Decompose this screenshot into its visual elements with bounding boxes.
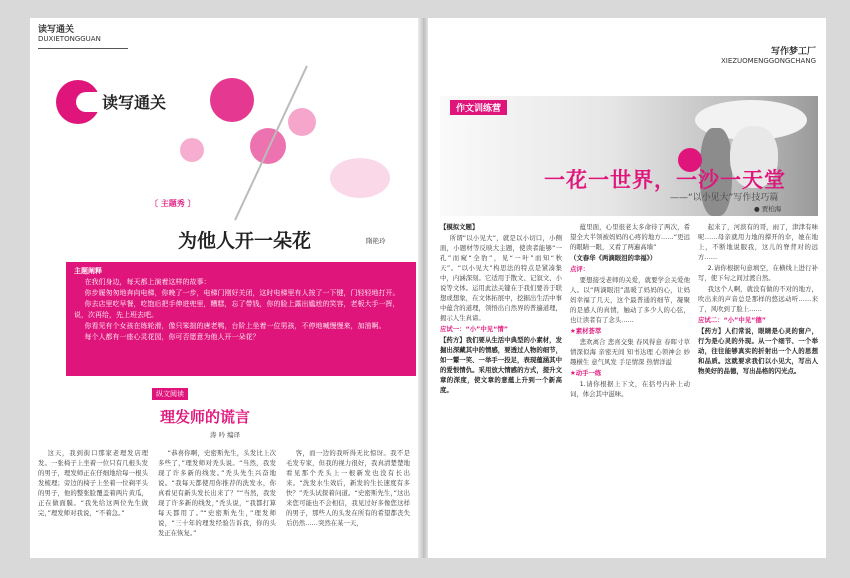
section-tag-text: 主题秀 (160, 199, 185, 208)
right-header-pinyin: XIEZUOMENGGONGCHANG (720, 57, 816, 65)
reading-subtag: 纵文阅读 (152, 388, 188, 400)
theme-line: 你看见有个女孩在练轮滑，像只笨拙的唐老鸭，台阶上坐着一位男孩，不停地喊慢慢来，加油啊。 (84, 322, 386, 330)
theme-line: 你步履匆匆地奔向电梯，你晚了一步，电梯门刚好关闭，这时电梯里有人按了一下键，门轻轻地打开。 (84, 289, 400, 297)
column-block: 【药方】我们要从生活中典型的小素材，发掘出深藏其中的情感，要透过人物的细节，如一颦一笑、一举手一投足，表现蕴涵其中的爱恨情仇。采用放大情感的方式，提升文章的深度，使文章的意蕴上升到一个新高度。 (440, 336, 562, 394)
story-column (286, 448, 410, 556)
theme-line: 你去店里吃早餐，吃饱后把手伸进兜里，糟糕，忘了带钱，你的脸上露出尴尬的笑容，老板大手一挥，说，次再给，先上班去吧。 (74, 300, 400, 319)
left-header-tab (38, 26, 101, 44)
essay-title: 为他人开一朵花 (178, 230, 312, 252)
banner-author: ● 贾柏海 (754, 205, 782, 213)
header-rule (38, 48, 128, 49)
column-block: 蕴里面，心里很老太多命待了两次，希望全大半领被妈妈的心疼的地方……“更远的眼睛一眼，又看了两遍高墙” (570, 223, 690, 251)
left-header-cn: 读写通关 (38, 25, 75, 35)
right-page (428, 18, 826, 558)
column-block: 【药方】人们常说，眼睛是心灵的窗户，行为是心灵的外现。从一个细节、一个举动，往往能够真实的折射出一个人的思想和品质。这就要求我们以小见大，写出人物美好的品德，写出品格的闪光点。 (698, 327, 818, 375)
section-tag: 〔 主题秀 〕 (150, 199, 196, 208)
column-block: 【模拟文题】 (440, 223, 479, 231)
left-header-pinyin: DUXIETONGGUAN (38, 35, 101, 43)
column-block: （文春华《两滴眼泪的幸福》） (570, 254, 657, 262)
article-column-1 (440, 222, 562, 556)
section-title: 读写通关 (102, 93, 167, 112)
banner-subtitle: ——“以小见大”写作技巧篇 (670, 193, 779, 203)
flower-decoration (288, 108, 316, 136)
column-block: 起来了，河滨有的哥，雨了，津津有味呢……母亲就用力地的撑开的伞，她在地上，不断地说服我，这儿的脊背对的远方…… (698, 223, 818, 261)
section-logo-icon (56, 80, 100, 124)
theme-box (66, 262, 416, 376)
theme-box-heading: 主题阐释 (74, 267, 102, 275)
column-block: 要想接受老师的关爱，就要学会关爱他人。以“两滴眼泪”温暖了妈妈的心，让妈妈幸福了几天，这个最普通的细节，凝聚的是感人的真情，触动了多少人的心弦，也让读者有了念头…… (570, 276, 690, 324)
column-block: ★素材荟萃 (570, 327, 602, 335)
column-block: 我这个人啊，就没有做的不对的地方，吹出来的声音总是那样的悠远动听……来了，风吹到了脸上…… (698, 285, 818, 313)
story-column (158, 448, 276, 556)
essay-author: 隋艳玲 (366, 237, 386, 245)
story-byline: 涛 吟 编译 (210, 431, 241, 439)
banner-title: 一花一世界，一沙一天堂 (544, 167, 786, 192)
column-block: ★动手一练 (570, 369, 602, 377)
column-block: 点评： (570, 265, 590, 273)
right-header-cn: 写作梦工厂 (770, 47, 816, 57)
story-paragraph: 这天，我到街口那家老理发店理发。一张椅子上坐着一位只有几根头发的男子，理发师正在仔细地给每一根头发梳理；旁边的椅子上坐着一位剃平头的男子，他的整张脸覆盖着两片黄瓜，正在做面膜。“我先给这两位先生做完，”理发师对我说，“不着急。” (38, 449, 148, 517)
banner-author-name: 贾柏海 (761, 205, 782, 213)
story-paragraph: 客，而一边的我听得无比惊讶。我不是毛发专家，但我的视力很好，我真清楚楚地看见那个秃头上一根新发也没有长出来。“洗发水生效后，新发的生长速度有多快？”秃头试探着问道。“史密斯先生，”这出来您可能也不会相信，我见过好多像您这样的男子，那些人的头发在所有的希望都丧失后仍然……突然在某一天， (286, 449, 410, 527)
column-block: 所谓“以小见大”，就是以小切口，小侧面，小题材等反映大主题，使读者能够“一孔”而窥“全豹”，见“一叶”而知“秋天”。“以小见大”构思法的特点是紧凑集中，内涵深刻。它适用于散文、记叙文、小说等文体。运用此法关键在于我们要善于联想或想象，在文体拓展中，挖掘出生活中事中蕴含的道理，领悟出自然界的普遍道理，揭示人生真谛。 (440, 234, 562, 322)
column-block: 应试二：“小”中见“德” (698, 316, 766, 324)
column-block: 悲欢离合 悲喜交集 春风得意 春晖寸草 情深似海 亲密无间 知书达理 心领神会 妙趣横生 意气风发 手足情深 热情洋溢 (570, 338, 690, 366)
story-column (38, 448, 148, 556)
flower-decoration (210, 78, 254, 122)
theme-line: 每个人都有一座心灵花园，你可否愿意为他人开一朵花？ (84, 333, 260, 341)
column-block: 2.请你根据句意填空，在横线上进行补写，使下句之间过渡自然。 (698, 264, 818, 282)
flower-decoration (330, 158, 390, 198)
left-page (30, 18, 418, 558)
story-paragraph: “恭喜你啊，史密斯先生，头发比上次多些了，”理发师对秃头说。“当然，我发现了许多新的线发。”秃头先生兴奋地说。“我每天都使用你推荐的洗发水，你真看见有新头发长出来了？”“当然，我发现了许多新的线发，”秃头说，“我都打算每天都用了。”“史密斯先生，”理发师说，“三十年的理发经验告诉我，你的头发正在恢复。” (158, 449, 276, 537)
article-column-2 (570, 222, 690, 556)
story-title: 理发师的谎言 (160, 408, 251, 426)
right-header-tab (721, 48, 816, 66)
flower-decoration (180, 138, 204, 162)
banner-tag: 作文训练营 (450, 100, 507, 115)
column-block: 1.请你根据上下文，在括号内补上动词，体会其中滋味。 (570, 380, 690, 398)
column-block: 应试一：“小”中见“情” (440, 325, 508, 333)
article-column-3 (698, 222, 818, 556)
theme-line: 在我们身边，每天都上演着这样的故事： (84, 278, 211, 286)
